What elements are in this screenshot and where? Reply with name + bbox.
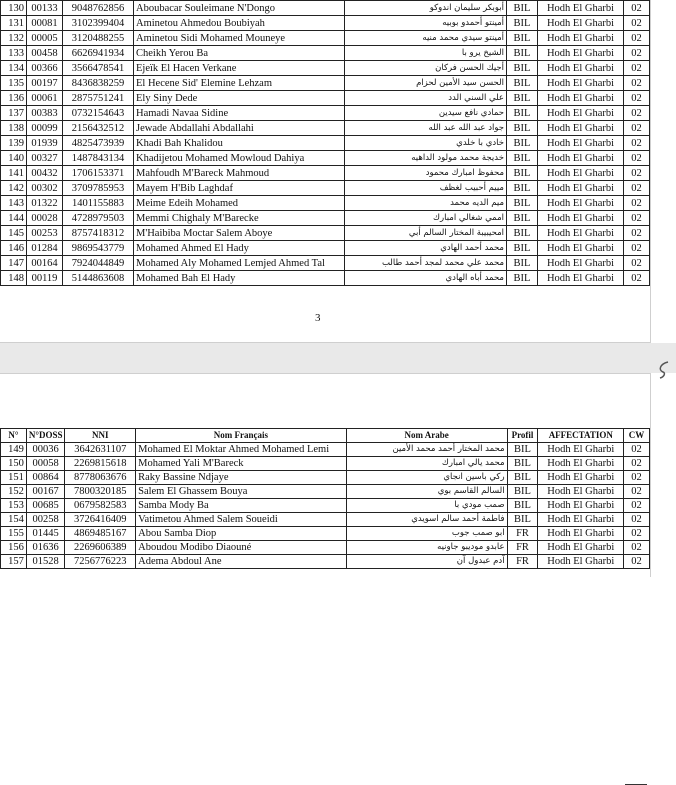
cell-no: 150 <box>1 457 27 471</box>
cell-nni: 0679582583 <box>65 499 136 513</box>
cell-nom-francais: Mohamed Ahmed El Hady <box>134 241 345 256</box>
cell-nni: 7800320185 <box>65 485 136 499</box>
cell-no: 134 <box>1 61 27 76</box>
cell-nom-arabe: اممي شغالي امبارك <box>345 211 507 226</box>
cell-profil: FR <box>507 541 538 555</box>
cell-profil: BIL <box>507 241 538 256</box>
table-row <box>1 151 650 166</box>
cell-nom-arabe: صمب مودي با <box>346 499 507 513</box>
cell-nni: 2269815618 <box>65 457 136 471</box>
table-row <box>1 91 650 106</box>
cell-nom-francais: Aminetou Sidi Mohamed Mouneye <box>134 31 345 46</box>
cell-nni: 8436838259 <box>63 76 134 91</box>
cell-nom-arabe: محفوظ امبارك محمود <box>345 166 507 181</box>
cell-profil: FR <box>507 527 538 541</box>
cell-nom-francais: Mohamed Bah El Hady <box>134 271 345 286</box>
cell-affectation: Hodh El Gharbi <box>538 211 624 226</box>
cell-cw: 02 <box>624 181 650 196</box>
cell-doss: 00058 <box>26 457 65 471</box>
cell-no: 135 <box>1 76 27 91</box>
cell-cw: 02 <box>624 136 650 151</box>
cell-cw: 02 <box>624 61 650 76</box>
header-nom-arabe: Nom Arabe <box>346 429 507 443</box>
cell-doss: 01284 <box>27 241 63 256</box>
cell-doss: 00197 <box>27 76 63 91</box>
cell-doss: 00164 <box>27 256 63 271</box>
table-row <box>1 1 650 16</box>
table-row <box>1 271 650 286</box>
cell-no: 154 <box>1 513 27 527</box>
cell-profil: BIL <box>507 136 538 151</box>
cell-affectation: Hodh El Gharbi <box>538 151 624 166</box>
cell-doss: 00253 <box>27 226 63 241</box>
cell-nom-arabe: الشيخ يرو با <box>345 46 507 61</box>
document-page-4 <box>0 373 651 577</box>
cell-nni: 4825473939 <box>63 136 134 151</box>
cell-affectation: Hodh El Gharbi <box>538 106 624 121</box>
cell-no: 140 <box>1 151 27 166</box>
cell-nom-arabe: خادي با خلدي <box>345 136 507 151</box>
cell-cw: 02 <box>624 106 650 121</box>
cell-affectation: Hodh El Gharbi <box>538 1 624 16</box>
table-row <box>1 61 650 76</box>
cell-affectation: Hodh El Gharbi <box>538 485 624 499</box>
cell-nom-francais: Memmi Chighaly M'Barecke <box>134 211 345 226</box>
cell-profil: BIL <box>507 513 538 527</box>
table-row <box>1 499 650 513</box>
cell-profil: BIL <box>507 166 538 181</box>
header-nni: NNI <box>65 429 136 443</box>
cell-cw: 02 <box>624 499 650 513</box>
table-row <box>1 226 650 241</box>
cell-doss: 00099 <box>27 121 63 136</box>
cell-affectation: Hodh El Gharbi <box>538 471 624 485</box>
cell-affectation: Hodh El Gharbi <box>538 166 624 181</box>
cell-doss: 00366 <box>27 61 63 76</box>
cell-nom-arabe: آدم عبدول آن <box>346 555 507 569</box>
cell-no: 144 <box>1 211 27 226</box>
cell-profil: BIL <box>507 256 538 271</box>
cell-cw: 02 <box>624 76 650 91</box>
cell-doss: 00028 <box>27 211 63 226</box>
cell-nom-francais: Mohamed Aly Mohamed Lemjed Ahmed Tal <box>134 256 345 271</box>
cell-affectation: Hodh El Gharbi <box>538 513 624 527</box>
cell-nom-arabe: خديجة محمد مولود الداهيه <box>345 151 507 166</box>
cell-no: 141 <box>1 166 27 181</box>
cell-profil: BIL <box>507 121 538 136</box>
cell-nom-francais: El Hecene Sid' Elemine Lehzam <box>134 76 345 91</box>
cell-cw: 02 <box>624 457 650 471</box>
cell-nom-francais: Mohamed Yali M'Bareck <box>136 457 347 471</box>
cell-nni: 2156432512 <box>63 121 134 136</box>
cell-nni: 9048762856 <box>63 1 134 16</box>
header-doss: N°DOSS <box>26 429 65 443</box>
cell-nni: 2269606389 <box>65 541 136 555</box>
cell-no: 139 <box>1 136 27 151</box>
cell-nom-arabe: محمد أحمد الهادي <box>345 241 507 256</box>
cell-nni: 4728979503 <box>63 211 134 226</box>
cell-no: 147 <box>1 256 27 271</box>
cell-nom-francais: M'Haibiba Moctar Salem Aboye <box>134 226 345 241</box>
cell-doss: 01636 <box>26 541 65 555</box>
cell-doss: 01445 <box>26 527 65 541</box>
cell-no: 156 <box>1 541 27 555</box>
cell-affectation: Hodh El Gharbi <box>538 181 624 196</box>
cell-affectation: Hodh El Gharbi <box>538 136 624 151</box>
table-row <box>1 121 650 136</box>
cell-nni: 6626941934 <box>63 46 134 61</box>
cell-doss: 00061 <box>27 91 63 106</box>
cell-no: 143 <box>1 196 27 211</box>
cell-doss: 00081 <box>27 16 63 31</box>
cell-profil: BIL <box>507 151 538 166</box>
cell-affectation: Hodh El Gharbi <box>538 31 624 46</box>
cell-cw: 02 <box>624 211 650 226</box>
cell-nni: 3709785953 <box>63 181 134 196</box>
cell-affectation: Hodh El Gharbi <box>538 226 624 241</box>
cell-nom-francais: Aboubacar Souleimane N'Dongo <box>134 1 345 16</box>
cell-profil: BIL <box>507 31 538 46</box>
cell-no: 131 <box>1 16 27 31</box>
cell-cw: 02 <box>624 527 650 541</box>
cell-no: 136 <box>1 91 27 106</box>
cell-no: 155 <box>1 527 27 541</box>
cell-profil: BIL <box>507 1 538 16</box>
table-row <box>1 16 650 31</box>
table-row <box>1 106 650 121</box>
cell-doss: 00685 <box>26 499 65 513</box>
cell-nni: 8778063676 <box>65 471 136 485</box>
cell-affectation: Hodh El Gharbi <box>538 61 624 76</box>
cell-cw: 02 <box>624 226 650 241</box>
cell-no: 130 <box>1 1 27 16</box>
cell-nni: 1487843134 <box>63 151 134 166</box>
cell-affectation: Hodh El Gharbi <box>538 443 624 457</box>
table-row <box>1 485 650 499</box>
cell-profil: BIL <box>507 76 538 91</box>
cell-no: 137 <box>1 106 27 121</box>
cell-nom-francais: Khadijetou Mohamed Mowloud Dahiya <box>134 151 345 166</box>
cell-nni: 3726416409 <box>65 513 136 527</box>
cell-nom-arabe: محمد المختار أحمد محمد الأمين <box>346 443 507 457</box>
cell-profil: BIL <box>507 181 538 196</box>
cell-doss: 00036 <box>26 443 65 457</box>
cell-affectation: Hodh El Gharbi <box>538 457 624 471</box>
cell-no: 142 <box>1 181 27 196</box>
cell-profil: FR <box>507 555 538 569</box>
cell-nom-francais: Mayem H'Bib Laghdaf <box>134 181 345 196</box>
table-row <box>1 166 650 181</box>
cell-nom-arabe: أمينتو أحمدو بوبيه <box>345 16 507 31</box>
cell-no: 138 <box>1 121 27 136</box>
cell-nom-francais: Abou Samba Diop <box>136 527 347 541</box>
cell-nom-arabe: علي السني الدد <box>345 91 507 106</box>
cell-affectation: Hodh El Gharbi <box>538 527 624 541</box>
table-row <box>1 541 650 555</box>
cell-no: 145 <box>1 226 27 241</box>
table-body <box>1 1 650 286</box>
cell-doss: 01528 <box>26 555 65 569</box>
cell-affectation: Hodh El Gharbi <box>538 499 624 513</box>
cell-doss: 00458 <box>27 46 63 61</box>
table-row <box>1 555 650 569</box>
cell-no: 132 <box>1 31 27 46</box>
cell-profil: BIL <box>507 471 538 485</box>
document-page-3 <box>0 0 651 343</box>
cell-no: 151 <box>1 471 27 485</box>
cell-cw: 02 <box>624 46 650 61</box>
cell-cw: 02 <box>624 485 650 499</box>
cell-cw: 02 <box>624 16 650 31</box>
cell-profil: BIL <box>507 91 538 106</box>
cell-affectation: Hodh El Gharbi <box>538 196 624 211</box>
table-row <box>1 31 650 46</box>
cell-nom-arabe: أجيك الحسن فركان <box>345 61 507 76</box>
cell-nni: 9869543779 <box>63 241 134 256</box>
cell-nom-arabe: جواد عبد الله عبد الله <box>345 121 507 136</box>
cell-profil: BIL <box>507 271 538 286</box>
cell-nni: 1706153371 <box>63 166 134 181</box>
cell-cw: 02 <box>624 541 650 555</box>
cell-cw: 02 <box>624 555 650 569</box>
table-row <box>1 457 650 471</box>
cell-nom-arabe: امحيبيبة المختار السالم أبي <box>345 226 507 241</box>
cell-nom-francais: Ejeïk El Hacen Verkane <box>134 61 345 76</box>
cell-profil: BIL <box>507 499 538 513</box>
cell-nom-arabe: ابو صمب جوب <box>346 527 507 541</box>
cell-nom-arabe: محمد علي محمد لمجد أحمد طالب <box>345 256 507 271</box>
cell-nom-francais: Aminetou Ahmedou Boubiyah <box>134 16 345 31</box>
cell-nni: 0732154643 <box>63 106 134 121</box>
table-row <box>1 136 650 151</box>
cell-nom-francais: Adema Abdoul Ane <box>136 555 347 569</box>
cell-nom-francais: Mohamed El Moktar Ahmed Mohamed Lemi <box>136 443 347 457</box>
cell-doss: 00133 <box>27 1 63 16</box>
cell-nni: 8757418312 <box>63 226 134 241</box>
cell-doss: 00302 <box>27 181 63 196</box>
cell-cw: 02 <box>624 196 650 211</box>
cell-doss: 00383 <box>27 106 63 121</box>
cell-nom-arabe: مييم أحبيب لغظف <box>345 181 507 196</box>
cell-profil: BIL <box>507 226 538 241</box>
cell-nom-francais: Ely Siny Dede <box>134 91 345 106</box>
cell-nom-arabe: محمد يالي امبارك <box>346 457 507 471</box>
cell-affectation: Hodh El Gharbi <box>538 46 624 61</box>
cell-profil: BIL <box>507 211 538 226</box>
cell-no: 148 <box>1 271 27 286</box>
page-gap <box>0 343 676 373</box>
cell-doss: 00258 <box>26 513 65 527</box>
candidates-table-page-4 <box>0 428 650 569</box>
header-nom-francais: Nom Français <box>136 429 347 443</box>
cell-nni: 4869485167 <box>65 527 136 541</box>
cell-nni: 3120488255 <box>63 31 134 46</box>
cell-affectation: Hodh El Gharbi <box>538 76 624 91</box>
page-number: 3 <box>315 312 321 324</box>
cell-affectation: Hodh El Gharbi <box>538 121 624 136</box>
cell-affectation: Hodh El Gharbi <box>538 271 624 286</box>
cell-nom-francais: Aboudou Modibo Diaouné <box>136 541 347 555</box>
cell-affectation: Hodh El Gharbi <box>538 91 624 106</box>
cell-cw: 02 <box>624 241 650 256</box>
cell-cw: 02 <box>624 151 650 166</box>
cell-nom-francais: Meime Edeih Mohamed <box>134 196 345 211</box>
cell-doss: 00432 <box>27 166 63 181</box>
cell-nom-francais: Hamadi Navaa Sidine <box>134 106 345 121</box>
cell-nom-arabe: ميم الديه محمد <box>345 196 507 211</box>
cell-cw: 02 <box>624 271 650 286</box>
cell-nom-arabe: أبوبكر سليمان اندوكو <box>345 1 507 16</box>
cell-profil: BIL <box>507 443 538 457</box>
table-row <box>1 513 650 527</box>
header-no: N° <box>1 429 27 443</box>
cell-cw: 02 <box>624 121 650 136</box>
cell-profil: BIL <box>507 106 538 121</box>
cell-nom-arabe: فاطمة أحمد سالم اسويدي <box>346 513 507 527</box>
cell-nom-arabe: الحسن سيد الأمين لحزام <box>345 76 507 91</box>
table-row <box>1 256 650 271</box>
cell-cw: 02 <box>624 1 650 16</box>
cell-affectation: Hodh El Gharbi <box>538 256 624 271</box>
table-row <box>1 241 650 256</box>
cell-no: 146 <box>1 241 27 256</box>
cell-profil: BIL <box>507 196 538 211</box>
table-row <box>1 76 650 91</box>
table-header-row <box>1 429 650 443</box>
cell-affectation: Hodh El Gharbi <box>538 241 624 256</box>
table-row <box>1 527 650 541</box>
cell-profil: BIL <box>507 61 538 76</box>
cell-doss: 01939 <box>27 136 63 151</box>
cell-cw: 02 <box>624 513 650 527</box>
cell-cw: 02 <box>624 166 650 181</box>
cell-nom-arabe: حمادي نافع سيدين <box>345 106 507 121</box>
cell-affectation: Hodh El Gharbi <box>538 541 624 555</box>
cell-nni: 3566478541 <box>63 61 134 76</box>
cell-no: 152 <box>1 485 27 499</box>
cell-nom-francais: Khadi Bah Khalidou <box>134 136 345 151</box>
candidates-table-page-3 <box>0 0 650 286</box>
cell-no: 153 <box>1 499 27 513</box>
cell-nni: 3102399404 <box>63 16 134 31</box>
table-body <box>1 443 650 569</box>
cell-doss: 00327 <box>27 151 63 166</box>
cell-cw: 02 <box>624 31 650 46</box>
cell-doss: 00864 <box>26 471 65 485</box>
cell-affectation: Hodh El Gharbi <box>538 555 624 569</box>
cell-doss: 01322 <box>27 196 63 211</box>
header-affectation: AFFECTATION <box>538 429 624 443</box>
cell-nni: 3642631107 <box>65 443 136 457</box>
cell-affectation: Hodh El Gharbi <box>538 16 624 31</box>
cell-nom-francais: Mahfoudh M'Bareck Mahmoud <box>134 166 345 181</box>
curl-icon <box>654 360 672 380</box>
cell-no: 149 <box>1 443 27 457</box>
cell-nom-francais: Samba Mody Ba <box>136 499 347 513</box>
cell-cw: 02 <box>624 256 650 271</box>
cell-nni: 7256776223 <box>65 555 136 569</box>
cell-nom-arabe: عابدو موديبو جاونيه <box>346 541 507 555</box>
header-cw: CW <box>624 429 650 443</box>
cell-nom-arabe: ركي باسين انجاي <box>346 471 507 485</box>
cell-cw: 02 <box>624 91 650 106</box>
cell-profil: BIL <box>507 16 538 31</box>
cell-doss: 00005 <box>27 31 63 46</box>
cell-nni: 5144863608 <box>63 271 134 286</box>
cell-doss: 00119 <box>27 271 63 286</box>
cell-cw: 02 <box>624 443 650 457</box>
table-row <box>1 46 650 61</box>
cell-nom-francais: Raky Bassine Ndjaye <box>136 471 347 485</box>
cell-nom-arabe: محمد أباه الهادي <box>345 271 507 286</box>
table-row <box>1 211 650 226</box>
cell-doss: 00167 <box>26 485 65 499</box>
cell-nom-francais: Vatimetou Ahmed Salem Soueidi <box>136 513 347 527</box>
table-row <box>1 181 650 196</box>
cell-nom-francais: Cheikh Yerou Ba <box>134 46 345 61</box>
cell-nom-francais: Jewade Abdallahi Abdallahi <box>134 121 345 136</box>
cell-nom-arabe: السالم القاسم بوي <box>346 485 507 499</box>
table-row <box>1 196 650 211</box>
header-profil: Profil <box>507 429 538 443</box>
cell-no: 133 <box>1 46 27 61</box>
cell-nni: 2875751241 <box>63 91 134 106</box>
cell-nom-arabe: أمينتو سيدي محمد منيه <box>345 31 507 46</box>
cell-cw: 02 <box>624 471 650 485</box>
cell-profil: BIL <box>507 485 538 499</box>
cell-nni: 7924044849 <box>63 256 134 271</box>
cell-nni: 1401155883 <box>63 196 134 211</box>
table-row <box>1 443 650 457</box>
cell-profil: BIL <box>507 46 538 61</box>
cell-no: 157 <box>1 555 27 569</box>
cell-profil: BIL <box>507 457 538 471</box>
table-row <box>1 471 650 485</box>
cell-nom-francais: Salem El Ghassem Bouya <box>136 485 347 499</box>
